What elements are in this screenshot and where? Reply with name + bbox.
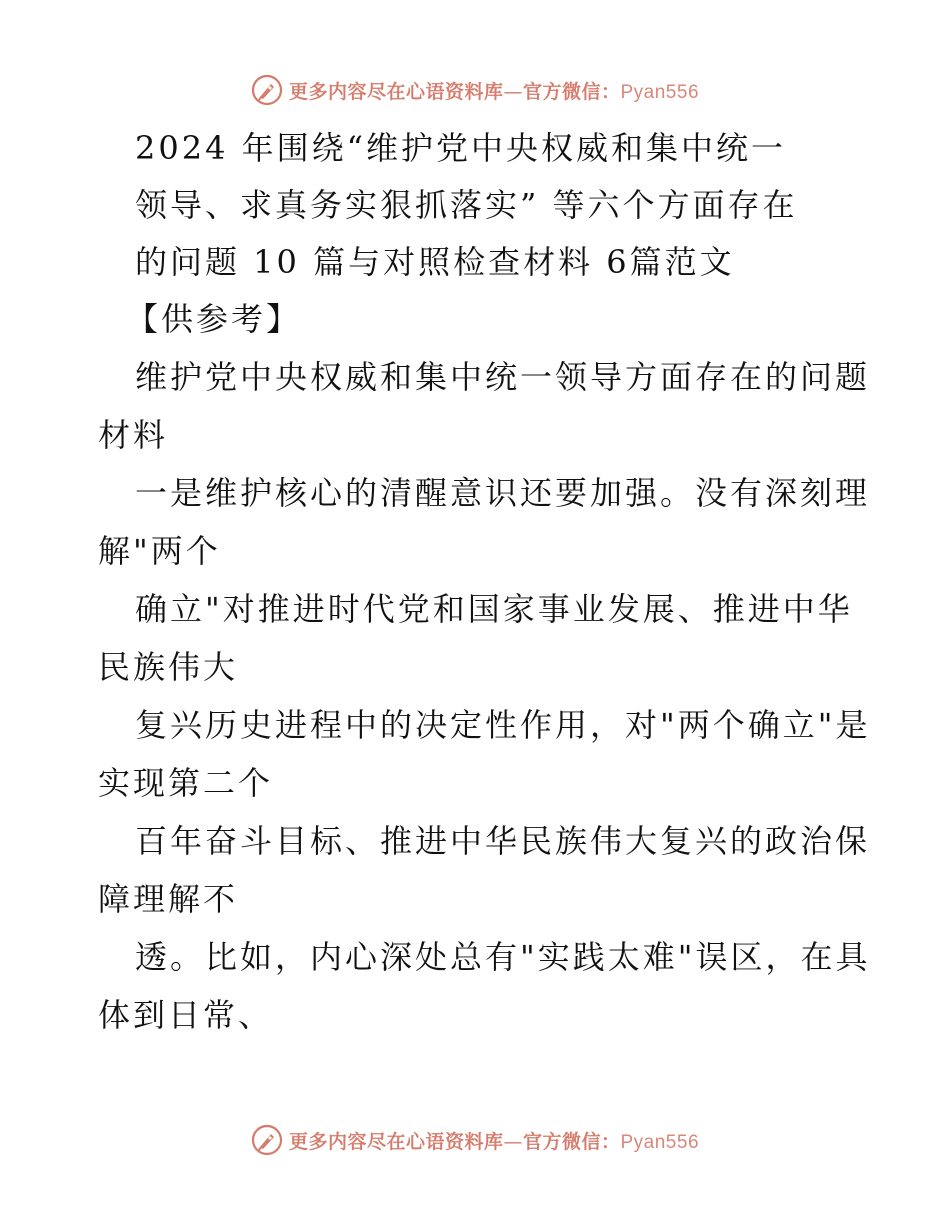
watermark-text: 更多内容尽在心语资料库—官方微信：Pyan556 [288, 1130, 700, 1153]
paragraph-line: 百年奋斗目标、推进中华民族伟大复兴的政治保 [135, 822, 871, 860]
body-paragraphs [98, 348, 871, 1044]
paragraph-line: 解"两个 [98, 532, 221, 570]
paragraph-line: 一是维护核心的清醒意识还要加强。没有深刻理 [135, 474, 871, 512]
document-body [98, 120, 871, 1044]
paragraph-line: 确立"对推进时代党和国家事业发展、推进中华 [135, 590, 853, 628]
paragraph-line: 体到日常、 [98, 996, 274, 1034]
section-heading-cont: 材料 [98, 416, 169, 454]
section-heading: 维护党中央权威和集中统一领导方面存在的问题 [135, 358, 871, 396]
footer-watermark [0, 1120, 950, 1160]
title-line-4: 【供参考】 [126, 300, 302, 338]
watermark-text: 更多内容尽在心语资料库—官方微信：Pyan556 [288, 80, 700, 103]
paragraph-line: 民族伟大 [98, 648, 239, 686]
paragraph-line: 实现第二个 [98, 764, 274, 802]
pen-nib-logo-icon [251, 74, 283, 106]
pen-nib-logo-icon [251, 1124, 283, 1156]
paragraph-line: 透。比如，内心深处总有"实践太难"误区，在具 [135, 938, 871, 976]
title-line-2: 领导、求真务实狠抓落实” 等六个方面存在 [135, 186, 798, 224]
title-line-1: 2024 年围绕“维护党中央权威和集中统一 [135, 129, 786, 167]
title-line-3: 的问题 10 篇与对照检查材料 6篇范文 [135, 243, 735, 281]
paragraph-line: 复兴历史进程中的决定性作用，对"两个确立"是 [135, 706, 871, 744]
header-watermark [0, 70, 950, 110]
paragraph-line: 障理解不 [98, 880, 239, 918]
